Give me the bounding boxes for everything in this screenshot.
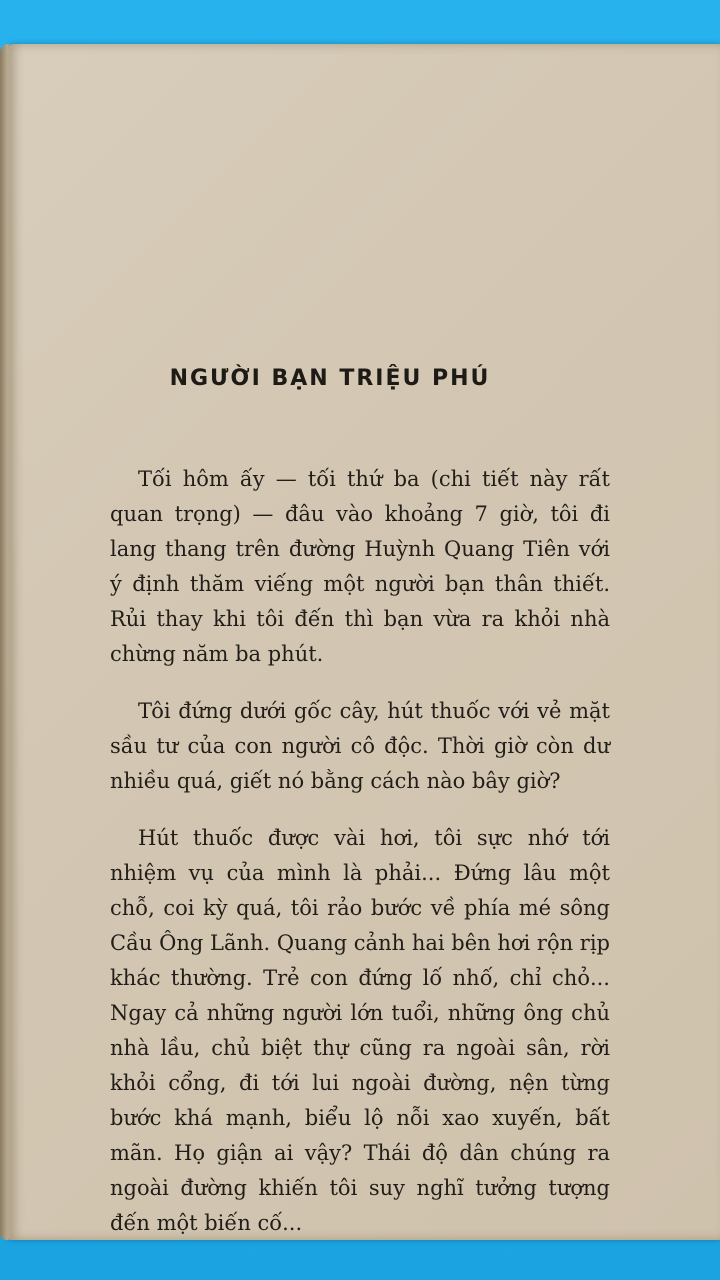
page-binding-edge <box>0 44 12 1240</box>
page-body <box>110 462 610 1263</box>
chapter-title: NGƯỜI BẠN TRIỆU PHÚ <box>169 366 491 391</box>
paragraph-3: Hút thuốc được vài hơi, tôi sực nhớ tới nhiệm vụ của mình là phải... Đứng lâu một chỗ, coi kỳ quá, tôi rảo bước về phía mé sông Cầu Ông Lãnh. Quang cảnh hai bên hơi rộn rịp khác thường. Trẻ con đứng lố nhố, chỉ chỏ... Ngay cả những người lớn tuổi, những ông chủ nhà lầu, chủ biệt thự cũng ra ngoài sân, rời khỏi cổng, đi tới lui ngoài đường, nện từng bước khá mạnh, biểu lộ nỗi xao xuyến, bất mãn. Họ giận ai vậy? Thái độ dân chúng ra ngoài đường khiến tôi suy nghĩ tưởng tượng đến một biến cố... <box>110 826 610 1235</box>
paragraph-2: Tôi đứng dưới gốc cây, hút thuốc với vẻ mặt sầu tư của con người cô độc. Thời giờ còn dư nhiều quá, giết nó bằng cách nào bây giờ? <box>110 699 610 793</box>
paragraph-1: Tối hôm ấy — tối thứ ba (chi tiết này rất quan trọng) — đâu vào khoảng 7 giờ, tôi đi lang thang trên đường Huỳnh Quang Tiên với ý định thăm viếng một người bạn thân thiết. Rủi thay khi tôi đến thì bạn vừa ra khỏi nhà chừng năm ba phút. <box>110 467 610 666</box>
